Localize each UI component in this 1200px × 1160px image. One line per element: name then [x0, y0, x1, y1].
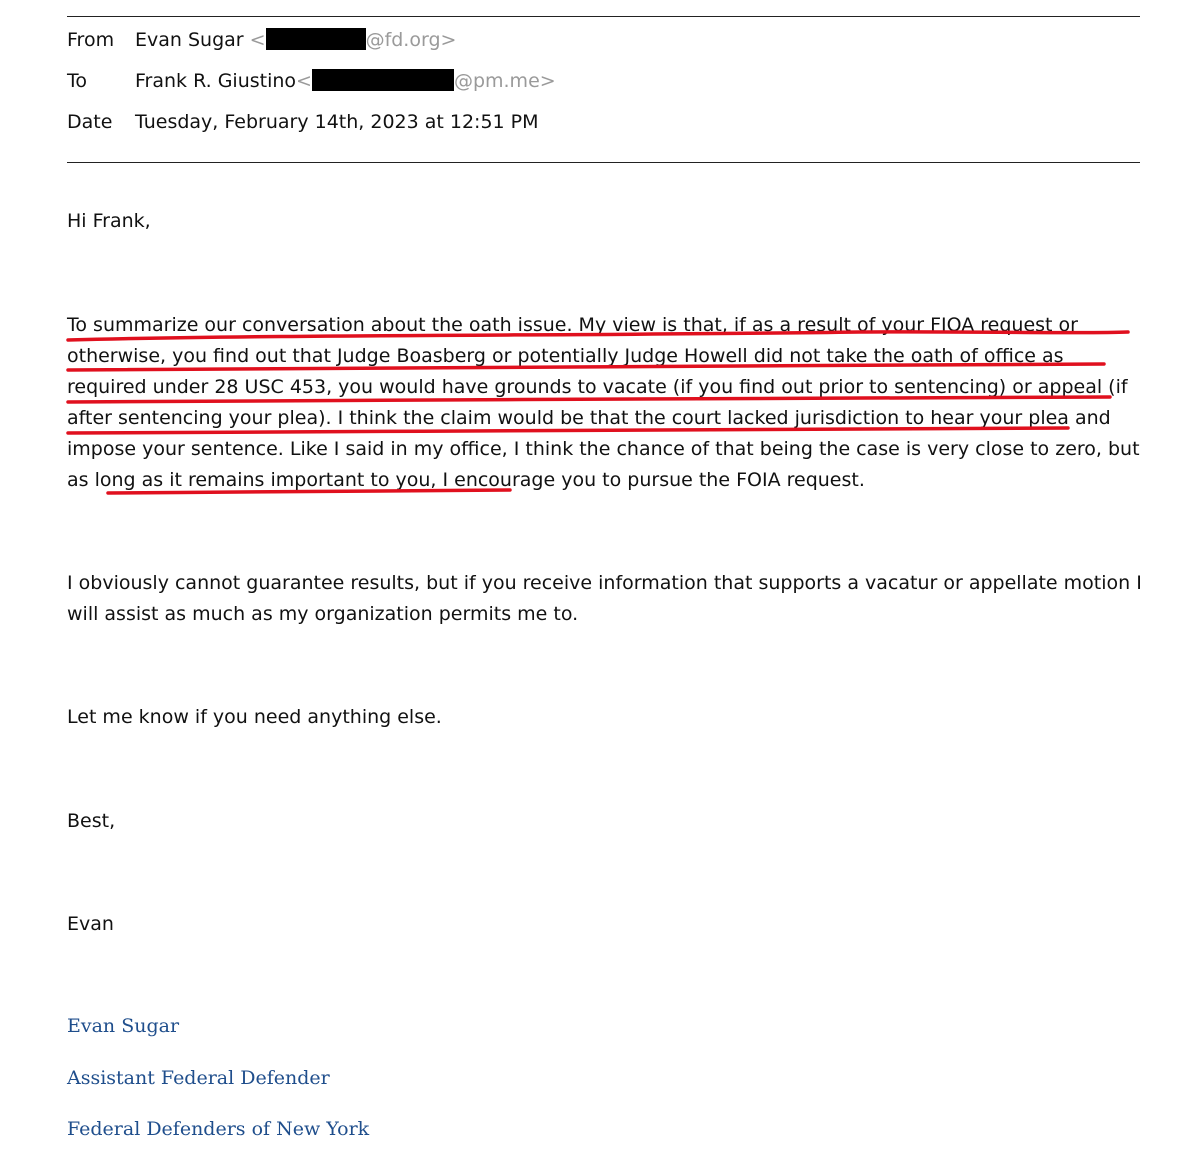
- from-email-domain: @fd.org>: [365, 29, 457, 51]
- from-open-bracket: <: [249, 29, 266, 51]
- sign-off-name: Evan: [67, 913, 114, 935]
- to-label: To: [67, 70, 88, 92]
- from-email-redaction: [266, 28, 366, 50]
- header-bottom-divider: [67, 162, 1140, 163]
- from-name[interactable]: Evan Sugar: [135, 29, 244, 51]
- date-value: Tuesday, February 14th, 2023 at 12:51 PM: [135, 111, 539, 133]
- date-row: [67, 110, 539, 134]
- to-email-domain: @pm.me>: [453, 70, 556, 92]
- header-top-divider: [67, 16, 1140, 17]
- paragraph-oath-issue: To summarize our conversation about the oath issue. My view is that, if as a result of your FIOA request or otherwise, you find out that Judge Boasberg or potentially Judge Howell did not take the oath of office as required under 28 USC 453, you would have grounds to vacate (if you find out prior to sentencing) or appeal (if after sentencing your plea). I think the claim would be that the court lacked jurisdiction to hear your plea and impose your sentence. Like I said in my office, I think the chance of that being the case is very close to zero, but as long as it remains important to you, I encourage you to pursue the FOIA request.: [67, 314, 1140, 491]
- greeting: Hi Frank,: [67, 210, 151, 232]
- paragraph-let-me-know: Let me know if you need anything else.: [67, 706, 442, 728]
- to-name[interactable]: Frank R. Giustino: [135, 70, 297, 92]
- paragraph-guarantee: I obviously cannot guarantee results, but if you receive information that supports a vacatur or appellate motion I will assist as much as my organization permits me to.: [67, 572, 1142, 625]
- from-label: From: [67, 29, 115, 51]
- to-email-redaction: [312, 69, 454, 91]
- to-open-bracket: <: [296, 70, 312, 92]
- signature-organization: Federal Defenders of New York: [67, 1118, 370, 1140]
- signature-title: Assistant Federal Defender: [67, 1067, 330, 1089]
- to-row: [67, 69, 556, 93]
- date-label: Date: [67, 111, 113, 133]
- from-row: [67, 28, 456, 52]
- signature-name: Evan Sugar: [67, 1015, 180, 1037]
- closing: Best,: [67, 810, 116, 832]
